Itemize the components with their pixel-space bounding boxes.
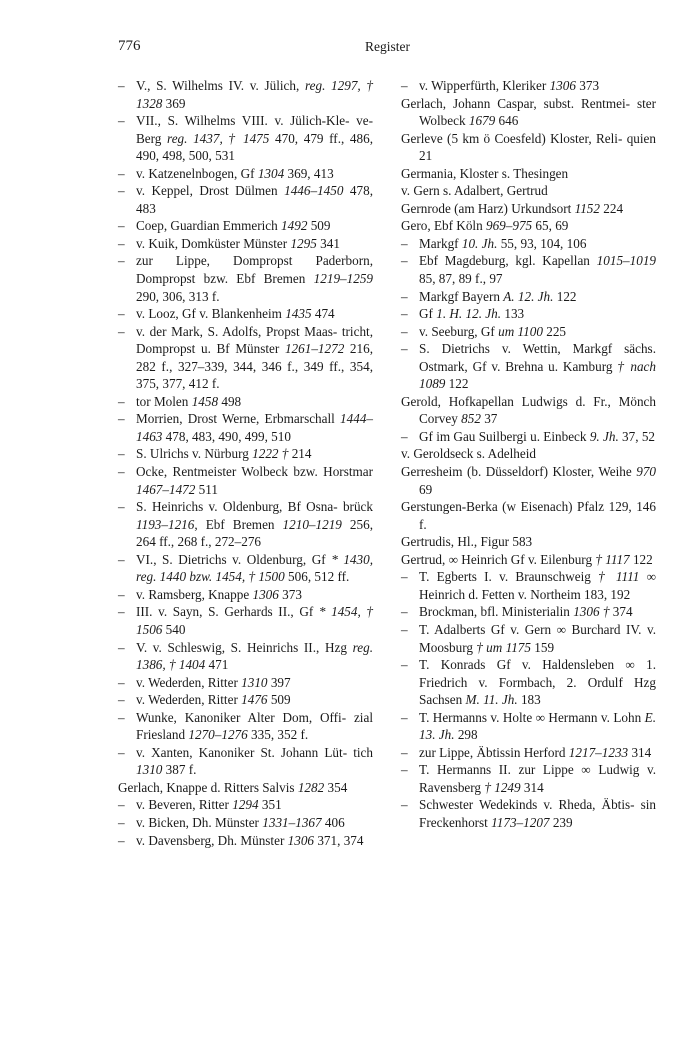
subentry-dash: – <box>118 604 125 620</box>
entry-text: v. Kuik, Domküster Münster <box>136 235 291 251</box>
entry-italic-text: um 1100 <box>498 323 543 339</box>
subentry-dash: – <box>118 639 125 655</box>
entry-text: Gernrode (am Harz) Urkundsort <box>401 200 575 216</box>
index-subentry <box>118 586 373 604</box>
entry-text: 335, 352 f. <box>247 727 309 743</box>
subentry-dash: – <box>118 814 125 830</box>
index-column-right <box>401 77 656 832</box>
index-subentry <box>118 744 373 779</box>
entry-text: 122 <box>629 551 653 567</box>
subentry-dash: – <box>118 674 125 690</box>
entry-text: 225 <box>542 323 567 339</box>
entry-italic-text: 1306 † <box>573 604 610 620</box>
index-subentry <box>401 796 656 831</box>
entry-text: v. Wipperfürth, Kleriker <box>419 78 550 93</box>
index-subentry <box>118 445 373 463</box>
subentry-dash: – <box>118 393 125 409</box>
entry-text: III. v. Sayn, S. Gerhards II., Gf <box>136 604 319 620</box>
entry-italic-text: 1173–1207 <box>491 814 550 830</box>
entry-text: v. Wederden, Ritter <box>136 692 242 708</box>
subentry-dash: – <box>118 551 125 567</box>
entry-text: S. Dietrichs v. Wettin, Markgf sächs. Ostmark, Gf v. Brehna u. Kamburg <box>419 341 656 374</box>
index-subentry <box>401 235 656 253</box>
entry-text: v. Davensberg, Dh. Münster <box>136 832 288 848</box>
index-entry <box>401 551 656 569</box>
subentry-dash: – <box>401 428 408 444</box>
entry-text: Schwester Wedekinds v. Rheda, Äbtis- sin Freckenhorst <box>419 797 656 830</box>
entry-italic-text: 1435 <box>285 306 312 322</box>
entry-text: Gf <box>419 306 437 322</box>
entry-text: T. Konrads Gf v. Haldensleben ∞ 1. Friedrich v. Formbach, 2. Ordulf Hzg Sachsen <box>419 657 656 708</box>
index-subentry <box>118 182 373 217</box>
entry-italic-text: 1306 <box>287 832 315 848</box>
index-subentry <box>118 305 373 323</box>
entry-text: 369 <box>162 95 186 111</box>
subentry-dash: – <box>118 78 125 93</box>
entry-italic-text: E. 13. Jh. <box>419 709 656 743</box>
entry-text: 159 <box>530 639 555 655</box>
entry-italic-text: 9. Jh. <box>589 428 619 444</box>
subentry-dash: – <box>401 341 408 357</box>
entry-italic-text: reg. 1437, † 1475 <box>167 130 270 146</box>
entry-text: v. Xanten, Kanoniker St. Johann Lüt- tich <box>136 744 373 760</box>
index-entry <box>401 130 656 165</box>
entry-italic-text: reg. 1386, † 1404 <box>136 639 373 673</box>
entry-italic-text: 1304 <box>257 165 285 181</box>
entry-text: 214 <box>288 446 312 462</box>
subentry-dash: – <box>118 464 125 480</box>
subentry-dash: – <box>401 78 408 93</box>
index-entry <box>401 463 656 498</box>
entry-text: zur Lippe, Dompropst Paderborn, Dompropst bzw. Ebf Bremen <box>136 253 373 287</box>
subentry-dash: – <box>401 709 408 725</box>
entry-text: VI., S. Dietrichs v. Oldenburg, Gf <box>136 551 332 567</box>
entry-text: v. Ramsberg, Knappe <box>136 586 253 602</box>
entry-text: 298 <box>454 727 478 743</box>
index-subentry <box>118 217 373 235</box>
entry-text: 314 <box>520 779 544 795</box>
entry-text: v. Wederden, Ritter <box>136 674 242 690</box>
entry-text: 290, 306, 313 f. <box>136 288 220 304</box>
entry-italic-text: 1217–1233 <box>568 744 629 760</box>
subentry-dash: – <box>118 832 125 848</box>
entry-text: tor Molen <box>136 393 192 409</box>
entry-italic-text: 852 <box>461 411 481 427</box>
entry-text: v. Gern s. Adalbert, Gertrud <box>401 183 548 199</box>
entry-italic-text: † nach 1089 <box>419 358 657 392</box>
index-subentry <box>118 796 373 814</box>
subentry-dash: – <box>118 446 125 462</box>
subentry-dash: – <box>401 762 408 778</box>
entry-text: 470, 479 ff., 486, 490, 498, 500, 531 <box>136 130 374 164</box>
entry-text: v. der Mark, S. Adolfs, Propst Maas- tricht, Dompropst u. Bf Münster <box>136 323 373 357</box>
entry-italic-text: 1446–1450 <box>284 183 344 199</box>
entry-text: v. Katzenelnbogen, Gf <box>136 165 258 181</box>
subentry-dash: – <box>118 709 125 725</box>
subentry-dash: – <box>118 323 125 339</box>
subentry-dash: – <box>401 288 408 304</box>
entry-text: 371, 374 <box>314 832 364 848</box>
index-subentry <box>118 832 373 850</box>
entry-italic-text: * 1430, reg. 1440 bzw. 1454, † 1500 <box>136 551 374 585</box>
entry-italic-text: 1492 <box>281 218 308 234</box>
entry-text: Gerstungen-Berka (w Eisenach) Pfalz 129, 146 f. <box>401 499 656 532</box>
entry-text: ∞ Heinrich d. Fetten v. Northeim 183, 192 <box>419 569 656 602</box>
entry-text: v. Seeburg, Gf <box>419 323 499 339</box>
index-entry <box>401 498 656 533</box>
entry-text: 239 <box>549 814 573 830</box>
entry-text: 133 <box>501 306 525 322</box>
index-subentry <box>401 340 656 393</box>
entry-text: 224 <box>599 200 624 216</box>
entry-text: 498 <box>218 393 242 409</box>
entry-italic-text: 1444–1463 <box>136 411 373 444</box>
entry-text: 122 <box>445 376 469 392</box>
entry-text: 373 <box>575 78 600 93</box>
entry-text: Coep, Guardian Emmerich <box>136 218 282 234</box>
index-entry <box>401 445 656 463</box>
entry-text: S. Ulrichs v. Nürburg <box>136 446 253 462</box>
entry-text: 474 <box>311 306 335 322</box>
entry-italic-text: 1282 <box>297 779 325 795</box>
running-head: Register <box>365 39 410 54</box>
entry-text: Markgf <box>419 235 462 251</box>
entry-text: v. Keppel, Drost Dülmen <box>136 183 285 199</box>
entry-italic-text: 969–975 <box>485 218 533 234</box>
entry-text: 256, 264 ff., 268 f., 272–276 <box>136 516 373 550</box>
entry-text: 471 <box>205 657 229 673</box>
entry-text: 37 <box>480 411 498 427</box>
index-subentry <box>118 112 373 165</box>
entry-text: 646 <box>495 113 519 129</box>
entry-italic-text: 1306 <box>252 586 279 602</box>
entry-text: 55, 93, 104, 106 <box>497 235 587 251</box>
entry-text: Gf im Gau Suilbergi u. Einbeck <box>419 428 590 444</box>
entry-text: T. Hermanns v. Holte ∞ Hermann v. Lohn <box>419 709 645 725</box>
index-column-left <box>118 77 373 849</box>
entry-text: 69 <box>419 481 433 497</box>
entry-text: 397 <box>267 674 291 690</box>
subentry-dash: – <box>401 253 408 269</box>
entry-text: Ocke, Rentmeister Wolbeck bzw. Horstmar <box>136 464 373 480</box>
entry-text: S. Heinrichs v. Oldenburg, Bf Osna- brück <box>136 499 373 515</box>
subentry-dash: – <box>118 218 125 234</box>
entry-text: 341 <box>316 235 340 251</box>
entry-text: VII., S. Wilhelms VIII. v. Jülich-Kle- ve-Berg <box>136 113 373 146</box>
entry-text: Gertrud, ∞ Heinrich Gf v. Eilenburg <box>401 551 596 567</box>
entry-text: v. Geroldseck s. Adelheid <box>401 446 537 462</box>
index-subentry <box>118 639 373 674</box>
entry-italic-text: 1476 <box>241 692 268 708</box>
index-subentry <box>401 656 656 709</box>
entry-text: 37, 52 <box>618 428 656 444</box>
index-entry <box>401 217 656 235</box>
index-entry <box>118 779 373 797</box>
entry-text: T. Hermanns II. zur Lippe ∞ Ludwig v. Ravensberg <box>419 762 656 795</box>
index-subentry <box>401 603 656 621</box>
index-subentry <box>401 288 656 306</box>
subentry-dash: – <box>401 621 408 637</box>
entry-text: 216, 282 f., 327–339, 344, 346 f., 349 ff., 354, 375, 377, 412 f. <box>136 341 373 392</box>
subentry-dash: – <box>118 253 125 269</box>
index-subentry <box>401 305 656 323</box>
entry-italic-text: 1. H. 12. Jh. <box>436 306 502 322</box>
entry-text: 478, 483 <box>136 183 374 216</box>
entry-italic-text: † 1328 <box>136 78 374 111</box>
entry-italic-text: 1294 <box>232 797 259 813</box>
index-subentry <box>118 691 373 709</box>
entry-text: 509 <box>307 218 331 234</box>
entry-text: T. Adalberts Gf v. Gern ∞ Burchard IV. v. Moosburg <box>419 621 656 655</box>
index-subentry <box>401 744 656 762</box>
entry-text: Gerlach, Knappe d. Ritters Salvis <box>118 779 298 795</box>
entry-text: 506, 512 ff. <box>284 569 350 585</box>
entry-text: Markgf Bayern <box>419 288 504 304</box>
entry-text: 314 <box>628 744 652 760</box>
entry-italic-text: * 1454, † 1506 <box>136 604 374 637</box>
entry-italic-text: M. 11. Jh. <box>465 692 518 708</box>
entry-text: V. v. Schleswig, S. Heinrichs II., Hzg <box>136 639 353 655</box>
entry-italic-text: 1310 <box>136 762 163 778</box>
subentry-dash: – <box>118 235 125 251</box>
entry-italic-text: reg. 1297, <box>304 78 361 93</box>
entry-text: v. Beveren, Ritter <box>136 797 233 813</box>
entry-text: 478, 483, 490, 499, 510 <box>162 428 291 444</box>
page-number: 776 <box>118 38 141 54</box>
subentry-dash: – <box>118 411 125 427</box>
entry-text: zur Lippe, Äbtissin Herford <box>419 744 569 760</box>
entry-italic-text: 1679 <box>468 113 496 129</box>
subentry-dash: – <box>118 499 125 515</box>
index-subentry <box>118 165 373 183</box>
entry-italic-text: 1331–1367 <box>262 814 322 830</box>
subentry-dash: – <box>118 165 125 181</box>
index-subentry <box>118 674 373 692</box>
subentry-dash: – <box>118 183 125 199</box>
index-entry <box>401 95 656 130</box>
index-subentry <box>118 498 373 551</box>
entry-text: Brockman, bfl. Ministerialin <box>419 604 574 620</box>
entry-text: Germania, Kloster s. Thesingen <box>401 165 569 181</box>
index-subentry <box>401 77 656 95</box>
entry-text: 183 <box>517 692 541 708</box>
index-entry <box>401 393 656 428</box>
entry-text: 374 <box>609 604 633 620</box>
entry-text: 85, 87, 89 f., 97 <box>419 271 503 287</box>
index-subentry <box>118 709 373 744</box>
entry-text: Gerlach, Johann Caspar, subst. Rentmei- ster Wolbeck <box>401 95 656 129</box>
index-subentry <box>118 551 373 586</box>
index-entry <box>401 533 656 551</box>
entry-text: 387 f. <box>162 762 197 778</box>
index-subentry <box>401 428 656 446</box>
index-subentry <box>118 235 373 253</box>
entry-text: v. Looz, Gf v. Blankenheim <box>136 306 286 322</box>
entry-text: V., S. Wilhelms IV. v. Jülich, <box>136 78 305 93</box>
entry-italic-text: A. 12. Jh. <box>503 288 554 304</box>
index-subentry <box>401 252 656 287</box>
entry-italic-text: 1295 <box>290 235 317 251</box>
index-subentry <box>401 621 656 656</box>
index-entry <box>401 182 656 200</box>
subentry-dash: – <box>118 113 125 129</box>
entry-text: v. Bicken, Dh. Münster <box>136 814 263 830</box>
entry-text: Wunke, Kanoniker Alter Dom, Offi- zial Friesland <box>136 709 373 743</box>
index-subentry <box>118 410 373 445</box>
entry-text: T. Egberts I. v. Braunschweig <box>419 569 599 585</box>
entry-italic-text: † 1117 <box>595 551 630 567</box>
entry-text: 351 <box>258 797 282 813</box>
index-subentry <box>118 252 373 305</box>
entry-italic-text: 1261–1272 <box>284 341 345 357</box>
entry-text: Gerleve (5 km ö Coesfeld) Kloster, Reli- quien 21 <box>401 130 656 164</box>
entry-text: 406 <box>321 814 345 830</box>
index-subentry <box>401 323 656 341</box>
index-subentry <box>118 323 373 393</box>
entry-italic-text: 1152 <box>574 200 600 216</box>
subentry-dash: – <box>118 797 125 813</box>
index-subentry <box>118 814 373 832</box>
entry-text: Ebf Magdeburg, kgl. Kapellan <box>419 253 597 269</box>
entry-text: Gero, Ebf Köln <box>401 218 486 234</box>
entry-italic-text: 1219–1259 <box>313 271 373 287</box>
entry-italic-text: 970 <box>636 464 656 480</box>
entry-italic-text: 1270–1276 <box>188 727 248 743</box>
entry-italic-text: 1467–1472 <box>136 481 196 497</box>
entry-text: 373 <box>278 586 302 602</box>
entry-text: Gerold, Hofkapellan Ludwigs d. Fr., Mönch Corvey <box>401 393 656 427</box>
subentry-dash: – <box>401 569 408 585</box>
entry-italic-text: † 1249 <box>484 779 521 795</box>
entry-text: Gertrudis, Hl., Figur 583 <box>401 534 533 550</box>
index-subentry <box>401 761 656 796</box>
subentry-dash: – <box>401 797 408 813</box>
entry-text: 354 <box>324 779 348 795</box>
subentry-dash: – <box>401 604 408 620</box>
subentry-dash: – <box>118 692 125 708</box>
subentry-dash: – <box>401 744 408 760</box>
subentry-dash: – <box>401 657 408 673</box>
entry-italic-text: 1015–1019 <box>596 253 656 269</box>
entry-italic-text: 1222 † <box>252 446 289 462</box>
subentry-dash: – <box>401 235 408 251</box>
entry-italic-text: 1306 <box>549 78 576 93</box>
subentry-dash: – <box>401 306 408 322</box>
entry-italic-text: † um 1175 <box>476 639 531 655</box>
index-entry <box>401 200 656 218</box>
index-subentry <box>118 77 373 112</box>
entry-text: Gerresheim (b. Düsseldorf) Kloster, Weihe <box>401 464 637 480</box>
index-subentry <box>118 463 373 498</box>
entry-text: 369, 413 <box>284 165 334 181</box>
entry-text: 540 <box>162 621 186 637</box>
entry-text: Morrien, Drost Werne, Erbmarschall <box>136 411 341 427</box>
entry-text: 509 <box>267 692 291 708</box>
entry-text: 65, 69 <box>532 218 569 234</box>
subentry-dash: – <box>401 323 408 339</box>
entry-text: , Ebf Bremen <box>194 516 283 532</box>
index-subentry <box>401 568 656 603</box>
entry-italic-text: 10. Jh. <box>461 235 498 251</box>
subentry-dash: – <box>118 744 125 760</box>
entry-italic-text: 1310 <box>241 674 268 690</box>
entry-text: 122 <box>553 288 577 304</box>
subentry-dash: – <box>118 586 125 602</box>
entry-italic-text: 1193–1216 <box>136 516 195 532</box>
entry-italic-text: † 1111 <box>598 569 640 585</box>
entry-italic-text: 1210–1219 <box>282 516 342 532</box>
index-subentry <box>401 709 656 744</box>
subentry-dash: – <box>118 306 125 322</box>
index-entry <box>401 165 656 183</box>
index-subentry <box>118 603 373 638</box>
entry-text: 511 <box>195 481 218 497</box>
index-subentry <box>118 393 373 411</box>
entry-italic-text: 1458 <box>191 393 219 409</box>
